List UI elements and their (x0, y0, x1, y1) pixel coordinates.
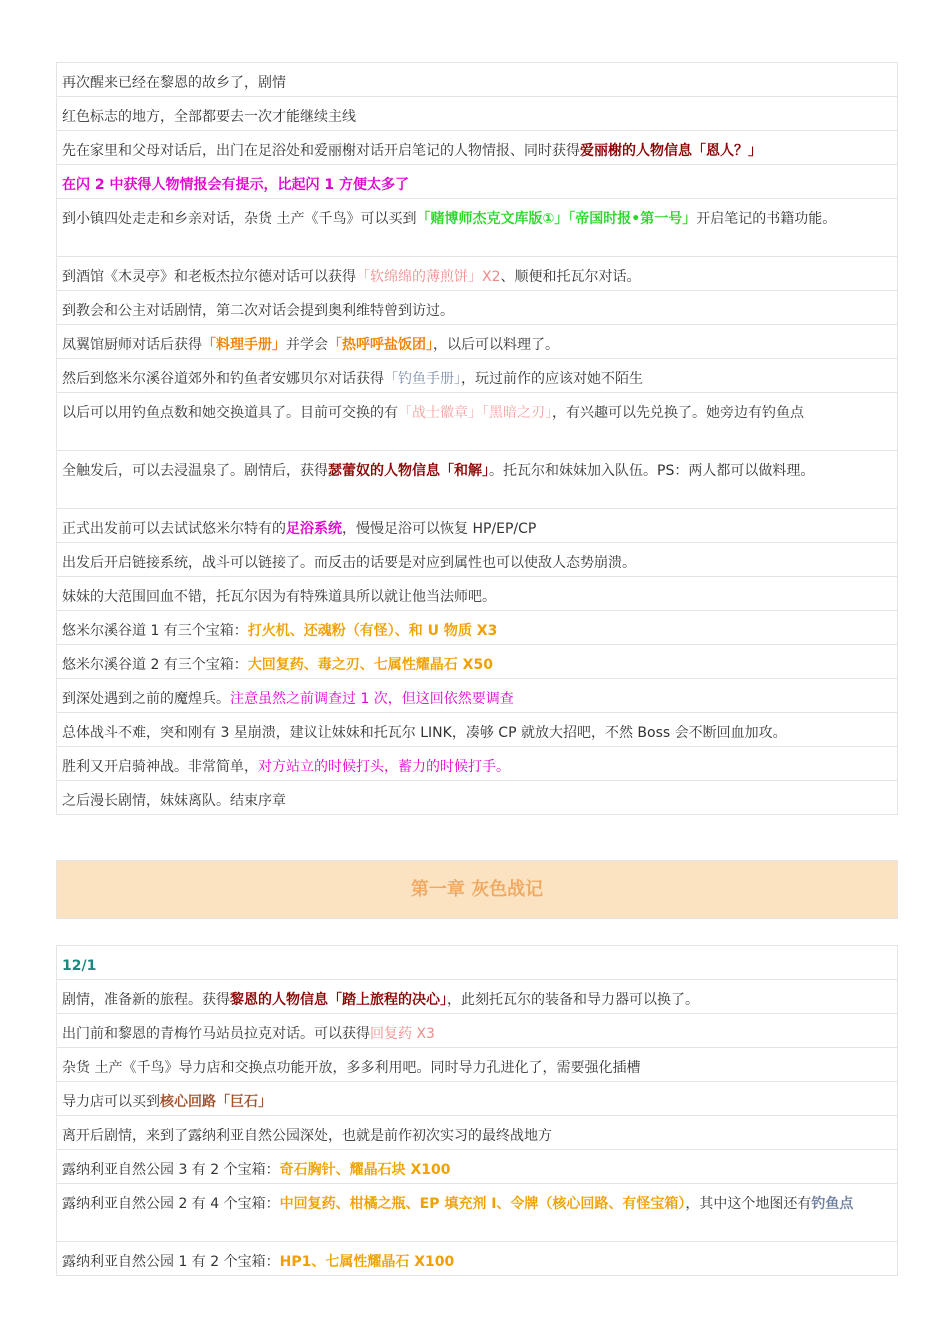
row-text: ，此刻托瓦尔的装备和导力器可以换了。 (447, 992, 699, 1008)
highlight-text: 奇石胸针、耀晶石块 X100 (279, 1162, 451, 1178)
table-row (56, 645, 898, 679)
highlight-text: 「赌博师杰克文库版①」「帝国时报•第一号」 (416, 211, 697, 227)
row-text: 离开后剧情，来到了露纳利亚自然公园深处，也就是前作初次实习的最终战地方 (62, 1128, 552, 1144)
table-row (56, 1048, 898, 1082)
row-text: 妹妹的大范围回血不错，托瓦尔因为有特殊道具所以就让他当法师吧。 (62, 589, 496, 605)
row-text: 剧情，准备新的旅程。获得 (62, 992, 230, 1008)
table-row (56, 199, 898, 257)
row-text: 全触发后，可以去浸温泉了。剧情后，获得 (62, 463, 328, 479)
row-text: 以后可以用钓鱼点数和她交换道具了。目前可交换的有 (62, 405, 398, 421)
table-row (56, 63, 898, 97)
table-row (56, 713, 898, 747)
table-row (56, 291, 898, 325)
row-text: 。托瓦尔和妹妹加入队伍。PS：两人都可以做料理。 (489, 463, 815, 479)
highlight-text: 「钓鱼手册」 (384, 371, 461, 387)
highlight-text: 核心回路「巨石」 (160, 1094, 272, 1110)
walkthrough-table-chapter1 (56, 945, 898, 1276)
table-row (56, 1242, 898, 1276)
date-row (56, 946, 898, 980)
chapter-title: 第一章 灰色战记 (410, 879, 544, 900)
table-row (56, 97, 898, 131)
row-text: 胜利又开启骑神战。非常简单， (62, 759, 258, 775)
highlight-text: 中回复药、柑橘之瓶、EP 填充剂 I、令牌（核心回路、有怪宝箱） (279, 1196, 686, 1212)
row-text: 悠米尔溪谷道 1 有三个宝箱： (62, 623, 248, 639)
row-text: 之后漫长剧情，妹妹离队。结束序章 (62, 793, 286, 809)
row-text: ，有兴趣可以先兑换了。她旁边有钓鱼点 (552, 405, 804, 421)
table-row (56, 165, 898, 199)
highlight-text: 「热呼呼盐饭团」 (328, 337, 433, 353)
table-row (56, 325, 898, 359)
row-text: 到酒馆《木灵亭》和老板杰拉尔德对话可以获得 (62, 269, 356, 285)
row-text: 到小镇四处走走和乡亲对话，杂货 土产《千鸟》可以买到 (62, 211, 417, 227)
row-text: 到深处遇到之前的魔煌兵。 (62, 691, 230, 707)
highlight-text: 黎恩的人物信息「踏上旅程的决心」 (230, 992, 447, 1008)
table-row (56, 611, 898, 645)
table-row (56, 1014, 898, 1048)
row-text: 并学会 (286, 337, 328, 353)
highlight-text: 「战士徽章」「黑暗之刃」 (398, 405, 552, 421)
highlight-text: 注意虽然之前调查过 1 次，但这回依然要调查 (230, 691, 514, 707)
row-text: 先在家里和父母对话后，出门在足浴处和爱丽榭对话开启笔记的人物情报、同时获得 (62, 143, 580, 159)
row-text: 正式出发前可以去试试悠米尔特有的 (62, 521, 286, 537)
row-text: ，慢慢足浴可以恢复 HP/EP/CP (342, 521, 537, 537)
row-text: 12/1 (62, 958, 97, 974)
row-text: 露纳利亚自然公园 1 有 2 个宝箱： (62, 1254, 280, 1270)
table-row (56, 543, 898, 577)
table-row (56, 131, 898, 165)
row-text: 出发后开启链接系统，战斗可以链接了。而反击的话要是对应到属性也可以使敌人态势崩溃。 (62, 555, 636, 571)
row-text: 然后到悠米尔溪谷道郊外和钓鱼者安娜贝尔对话获得 (62, 371, 384, 387)
table-row (56, 1082, 898, 1116)
table-row (56, 781, 898, 815)
highlight-text: 「料理手册」 (202, 337, 286, 353)
table-row (56, 577, 898, 611)
table-row (56, 980, 898, 1014)
row-text: 出门前和黎恩的青梅竹马站员拉克对话。可以获得 (62, 1026, 370, 1042)
highlight-text: 钓鱼点 (811, 1196, 854, 1212)
row-text: 露纳利亚自然公园 3 有 2 个宝箱： (62, 1162, 280, 1178)
table-row (56, 1184, 898, 1242)
row-text: 露纳利亚自然公园 2 有 4 个宝箱： (62, 1196, 280, 1212)
highlight-text: 打火机、还魂粉（有怪）、和 U 物质 X3 (247, 623, 498, 639)
row-text: 到教会和公主对话剧情，第二次对话会提到奥利维特曾到访过。 (62, 303, 454, 319)
row-text: 、顺便和托瓦尔对话。 (500, 269, 641, 285)
highlight-text: 对方站立的时候打头，蓄力的时候打手。 (258, 759, 510, 775)
highlight-text: 在闪 2 中获得人物情报会有提示，比起闪 1 方便太多了 (62, 177, 409, 193)
table-row (56, 257, 898, 291)
row-text: 开启笔记的书籍功能。 (696, 211, 837, 227)
table-row (56, 509, 898, 543)
table-row (56, 451, 898, 509)
highlight-text: 大回复药、毒之刃、七属性耀晶石 X50 (247, 657, 493, 673)
highlight-text: 「软绵绵的薄煎饼」X2 (356, 269, 501, 285)
row-text: 导力店可以买到 (62, 1094, 160, 1110)
row-text: ，玩过前作的应该对她不陌生 (461, 371, 643, 387)
table-row (56, 1116, 898, 1150)
table-row (56, 747, 898, 781)
highlight-text: 足浴系统 (286, 521, 342, 537)
row-text: 悠米尔溪谷道 2 有三个宝箱： (62, 657, 248, 673)
highlight-text: HP1、七属性耀晶石 X100 (279, 1254, 455, 1270)
chapter-header (56, 860, 898, 919)
highlight-text: 瑟蕾奴的人物信息「和解」 (328, 463, 489, 479)
walkthrough-table-prologue (56, 62, 898, 815)
row-text: 杂货 土产《千鸟》导力店和交换点功能开放，多多利用吧。同时导力孔进化了，需要强化插槽 (62, 1060, 641, 1076)
highlight-text: 爱丽榭的人物信息「恩人？」 (580, 143, 762, 159)
table-row (56, 679, 898, 713)
table-row (56, 359, 898, 393)
row-text: ，以后可以料理了。 (433, 337, 559, 353)
highlight-text: 回复药 X3 (370, 1026, 435, 1042)
row-text: 凤翼馆厨师对话后获得 (62, 337, 202, 353)
row-text: ，其中这个地图还有 (685, 1196, 812, 1212)
row-text: 再次醒来已经在黎恩的故乡了，剧情 (62, 75, 286, 91)
row-text: 总体战斗不难，突和刚有 3 星崩溃，建议让妹妹和托瓦尔 LINK，凑够 CP 就放大招吧，不然 Boss 会不断回血加攻。 (62, 725, 787, 741)
row-text: 红色标志的地方，全部都要去一次才能继续主线 (62, 109, 356, 125)
table-row (56, 1150, 898, 1184)
table-row (56, 393, 898, 451)
